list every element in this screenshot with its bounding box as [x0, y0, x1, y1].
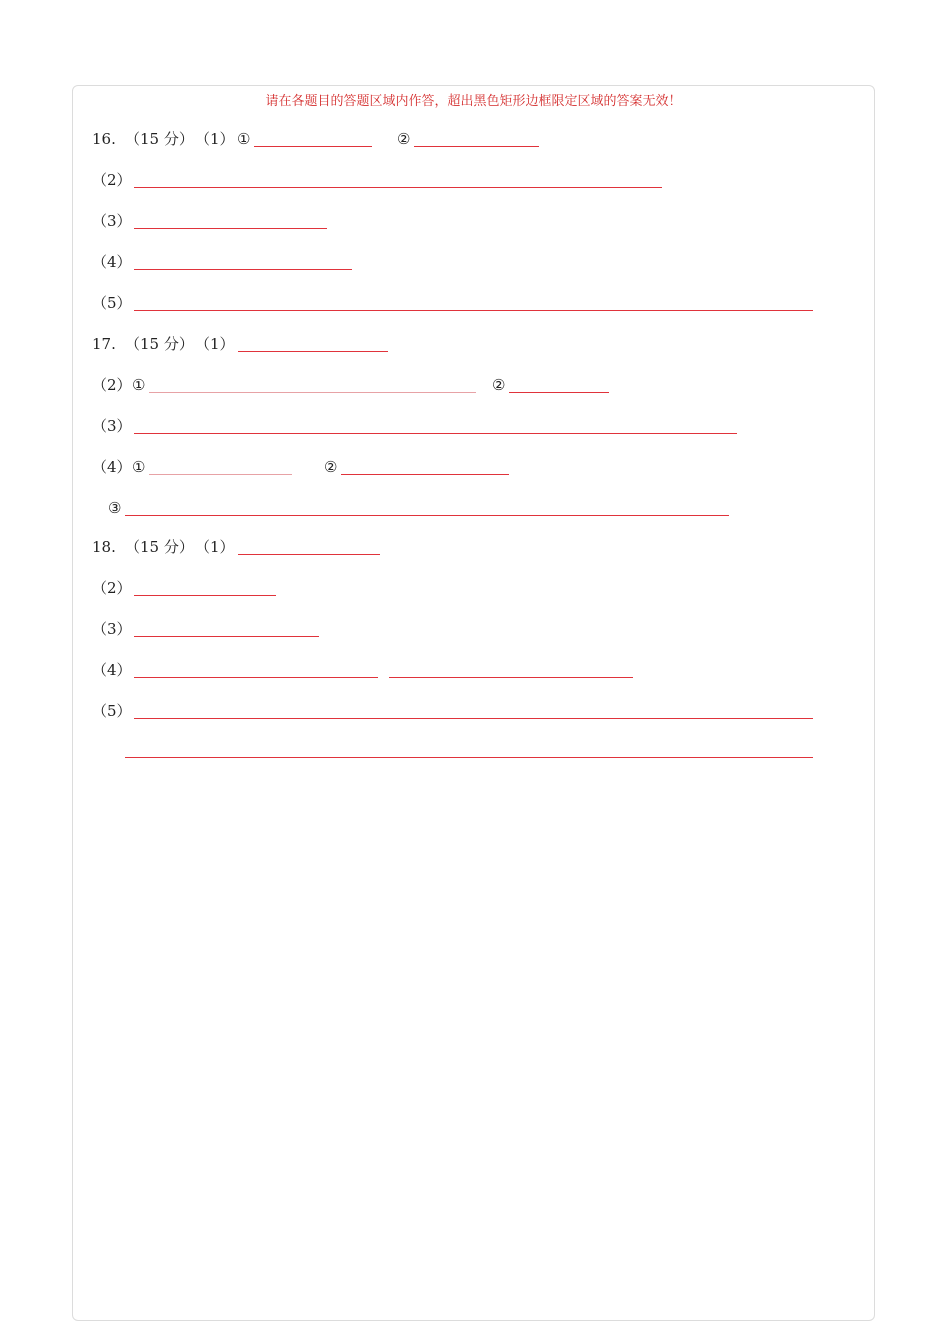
q18-part3-row	[92, 619, 332, 639]
q16-part5-label: （5）	[92, 294, 132, 312]
q17-part1-label: （1）	[195, 335, 235, 353]
q17-part4-blank1[interactable]	[149, 474, 292, 475]
q18-part2-label: （2）	[92, 579, 132, 597]
q18-part3-label: （3）	[92, 620, 132, 638]
q17-part3-blank[interactable]	[134, 433, 737, 434]
q17-part4-row	[92, 457, 522, 477]
q17-part1-row	[92, 334, 402, 354]
q18-part3-blank[interactable]	[134, 636, 319, 637]
q17-part2-row	[92, 375, 622, 395]
q17-part4-blank3[interactable]	[125, 515, 729, 516]
q18-part4-label: （4）	[92, 661, 132, 679]
q17-number: 17.	[92, 335, 116, 353]
q16-number: 16.	[92, 130, 116, 148]
q17-part2-circle1: ①	[132, 376, 146, 394]
answer-area-notice: 请在各题目的答题区域内作答，超出黑色矩形边框限定区域的答案无效！	[265, 94, 682, 109]
q17-part4-circle2: ②	[324, 458, 338, 476]
q17-part4-circle1: ①	[132, 458, 146, 476]
q16-part4-row	[92, 252, 362, 272]
q16-part1-row	[92, 129, 552, 149]
q17-part2-circle2: ②	[492, 376, 506, 394]
q17-part3-row	[92, 416, 752, 436]
q17-part4-label: （4）	[92, 458, 132, 476]
q18-part2-row	[92, 578, 292, 598]
q18-part5-row	[92, 701, 822, 721]
q16-part2-row	[92, 170, 672, 190]
q17-part3-label: （3）	[92, 417, 132, 435]
q17-part2-blank1[interactable]	[149, 392, 476, 393]
q18-part1-label: （1）	[195, 538, 235, 556]
q16-part1-blank1[interactable]	[254, 146, 372, 147]
q16-part1-circle1: ①	[237, 130, 251, 148]
q16-part4-label: （4）	[92, 253, 132, 271]
q18-part5-label: （5）	[92, 702, 132, 720]
q17-part4-sub3-row	[108, 498, 738, 518]
q18-part2-blank[interactable]	[134, 595, 276, 596]
q18-part1-row	[92, 537, 392, 557]
q16-part5-blank[interactable]	[134, 310, 813, 311]
q18-part4-row	[92, 660, 652, 680]
q18-part4-blank2[interactable]	[389, 677, 633, 678]
q17-part2-blank2[interactable]	[509, 392, 609, 393]
q16-part3-row	[92, 211, 342, 231]
q16-score: （15 分）	[125, 130, 194, 148]
q16-part4-blank[interactable]	[134, 269, 352, 270]
q16-part5-row	[92, 293, 822, 313]
q16-part3-label: （3）	[92, 212, 132, 230]
q16-part2-label: （2）	[92, 171, 132, 189]
q16-part1-label: （1）	[195, 130, 235, 148]
q17-part1-blank[interactable]	[238, 351, 388, 352]
q18-part5-blank2[interactable]	[125, 757, 813, 758]
q17-part2-label: （2）	[92, 376, 132, 394]
q18-score: （15 分）	[125, 538, 194, 556]
q17-part4-blank2[interactable]	[341, 474, 509, 475]
q18-part4-blank1[interactable]	[134, 677, 378, 678]
q16-part2-blank[interactable]	[134, 187, 662, 188]
q17-score: （15 分）	[125, 335, 194, 353]
q16-part1-circle2: ②	[397, 130, 411, 148]
q16-part3-blank[interactable]	[134, 228, 327, 229]
q16-part1-blank2[interactable]	[414, 146, 539, 147]
q18-part5-blank1[interactable]	[134, 718, 813, 719]
q17-part4-circle3: ③	[108, 499, 122, 517]
q18-part5-row2	[125, 740, 825, 760]
q18-part1-blank[interactable]	[238, 554, 380, 555]
q18-number: 18.	[92, 538, 116, 556]
